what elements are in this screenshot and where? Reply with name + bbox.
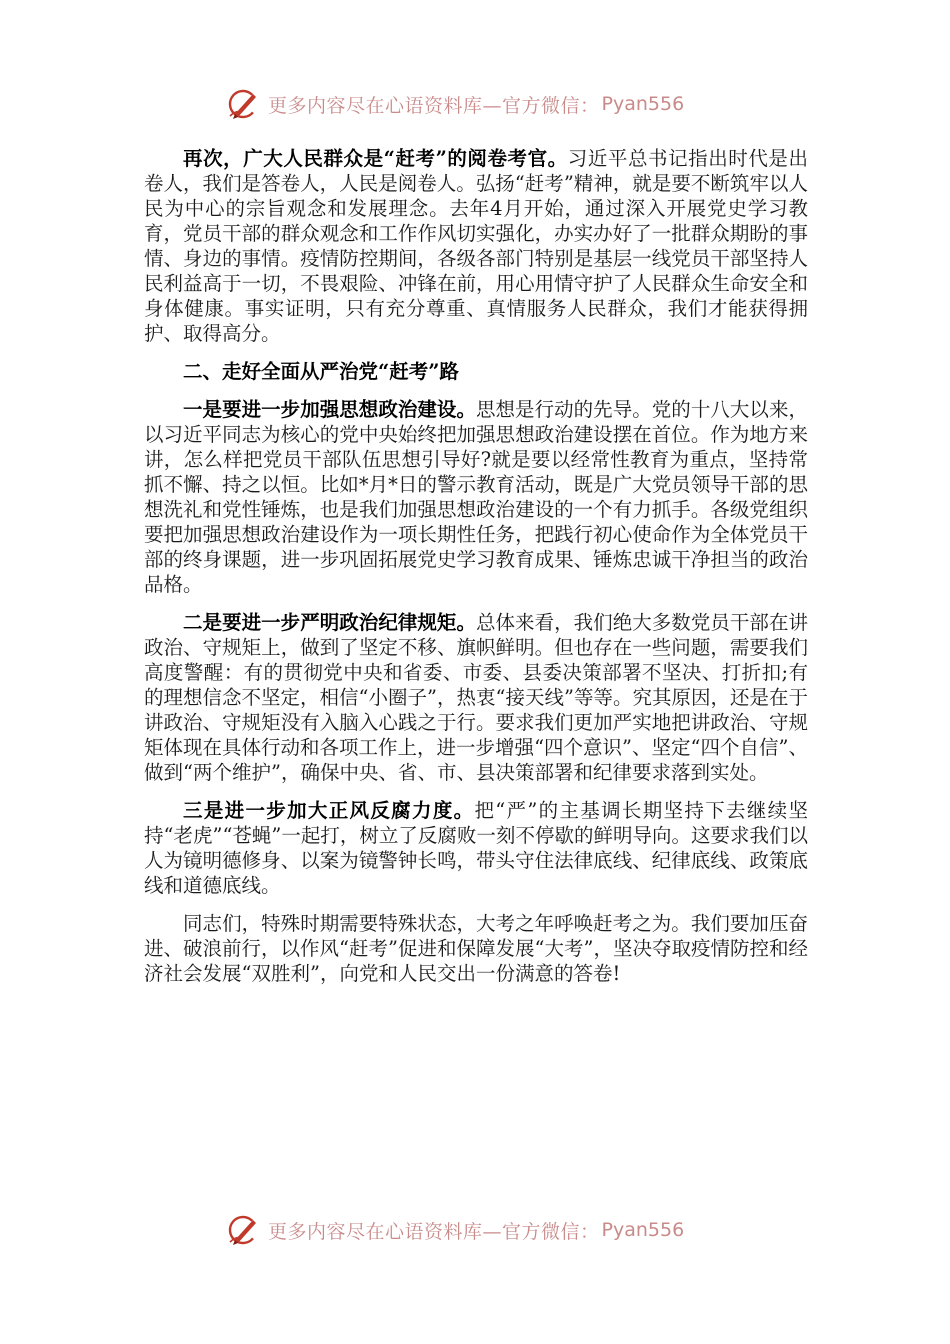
- paragraph-body: 思想是行动的先导。党的十八大以来，以习近平同志为核心的党中央始终把加强思想政治建设摆在首位。作为地方来讲，怎么样把党员干部队伍思想引导好?就是要以经常性教育为重点，坚持常抓不懈、持之以恒。比如*月*日的警示教育活动，既是广大党员领导干部的思想洗礼和党性锤炼，也是我们加强思想政治建设的一个有力抓手。各级党组织要把加强思想政治建设作为一项长期性任务，把践行初心使命作为全体党员干部的终身课题，进一步巩固拓展党史学习教育成果、锤炼忠诚干净担当的政治品格。: [144, 398, 808, 596]
- banner-wechat-id: Pyan556: [601, 93, 685, 115]
- paragraph-body: 总体来看，我们绝大多数党员干部在讲政治、守规矩上，做到了坚定不移、旗帜鲜明。但也存在一些问题，需要我们高度警醒：有的贯彻党中央和省委、市委、县委决策部署不坚决、打折扣;有的理想信念不坚定，相信“小圈子”，热衷“接天线”等等。究其原因，还是在于讲政治、守规矩没有入脑入心践之于行。要求我们更加严实地把讲政治、守规矩体现在具体行动和各项工作上，进一步增强“四个意识”、坚定“四个自信”、做到“两个维护”，确保中央、省、市、县决策部署和纪律要求落到实处。: [144, 611, 808, 784]
- paragraph-point-2: [144, 610, 808, 785]
- pen-logo-icon: [226, 1212, 262, 1248]
- header-banner: [226, 84, 684, 124]
- paragraph-lead: 一是要进一步加强思想政治建设。: [183, 398, 476, 421]
- banner-text: 更多内容尽在心语资料库—官方微信：: [268, 94, 600, 117]
- paragraph-voters: [144, 146, 808, 346]
- paragraph-point-1: [144, 397, 808, 597]
- banner-text: 更多内容尽在心语资料库—官方微信：: [268, 1220, 600, 1243]
- banner-wechat-id: Pyan556: [601, 1219, 685, 1241]
- paragraph-lead: 二是要进一步严明政治纪律规矩。: [183, 611, 476, 634]
- section-heading: 二、走好全面从严治党“赶考”路: [183, 360, 459, 383]
- paragraph-body: 把“严”的主基调长期坚持下去继续坚持“老虎”“苍蝇”一起打，树立了反腐败一刻不停歇的鲜明导向。这要求我们以人为镜明德修身、以案为镜警钟长鸣，带头守住法律底线、纪律底线、政策底线和道德底线。: [144, 799, 808, 897]
- paragraph-lead: 三是进一步加大正风反腐力度。: [183, 799, 475, 822]
- paragraph-point-3: [144, 798, 808, 898]
- paragraph-closing: 同志们，特殊时期需要特殊状态，大考之年呼唤赶考之为。我们要加压奋进、破浪前行，以作风“赶考”促进和保障发展“大考”，坚决夺取疫情防控和经济社会发展“双胜利”，向党和人民交出一份满意的答卷!: [144, 912, 808, 985]
- paragraph-body: 习近平总书记指出时代是出卷人，我们是答卷人，人民是阅卷人。弘扬“赶考”精神，就是要不断筑牢以人民为中心的宗旨观念和发展理念。去年4月开始，通过深入开展党史学习教育，党员干部的群众观念和工作作风切实强化，办实办好了一批群众期盼的事情、身边的事情。疫情防控期间，各级各部门特别是基层一线党员干部坚持人民利益高于一切，不畏艰险、冲锋在前，用心用情守护了人民群众生命安全和身体健康。事实证明，只有充分尊重、真情服务人民群众，我们才能获得拥护、取得高分。: [144, 147, 808, 345]
- document-body: [144, 146, 808, 999]
- paragraph-lead: 再次，广大人民群众是“赶考”的阅卷考官。: [183, 147, 568, 170]
- footer-banner: [226, 1210, 684, 1250]
- pen-logo-icon: [226, 86, 262, 122]
